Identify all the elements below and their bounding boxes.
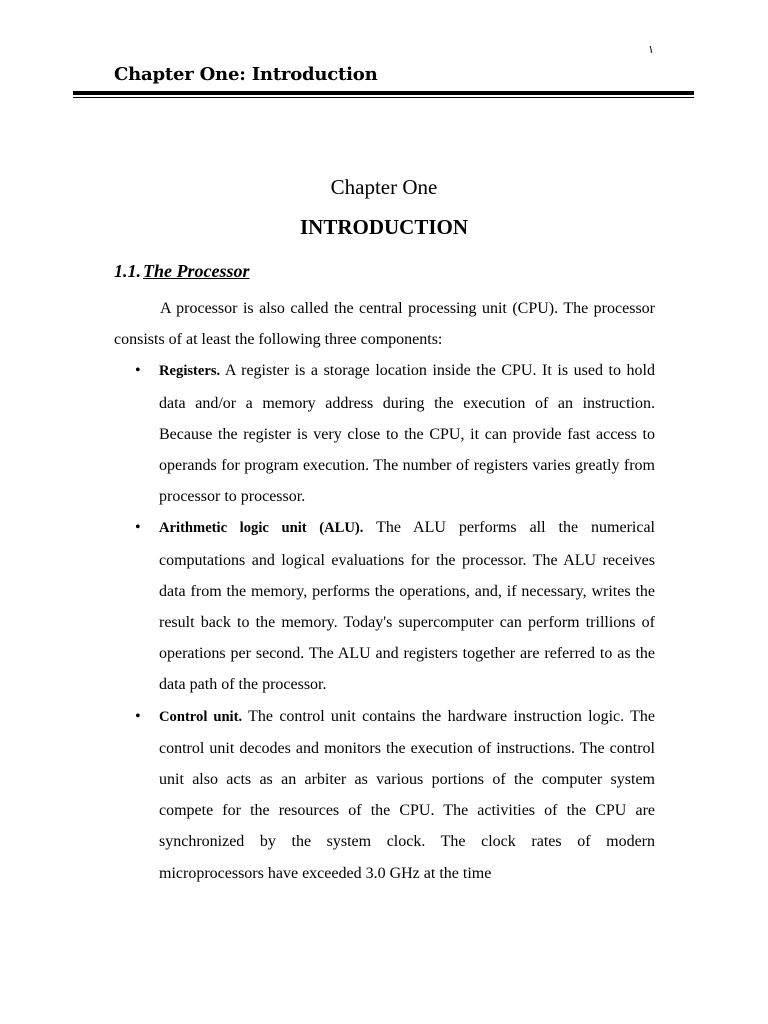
component-text: A register is a storage location inside the CPU. It is used to hold data and/or a memory address during the execution of an instruction. Because the register is very close to the CPU, it can provide fast access to operands for program execution. The number of registers varies greatly from processor to processor. — [159, 362, 655, 506]
component-term: Registers. — [159, 363, 221, 380]
list-item — [114, 701, 655, 889]
section-number: 1.1. — [114, 261, 141, 281]
chapter-label: Chapter One — [330, 175, 438, 199]
running-header: Chapter One: Introduction — [114, 64, 378, 85]
bullet-icon: • — [135, 519, 141, 537]
component-text: The ALU performs all the numerical computations and logical evaluations for the processor. The ALU receives data from the memory, performs the operations, and, if necessary, writes the result back to the memory. Today's supercomputer can perform trillions of operations per second. The ALU and registers together are referred to as the data path of the processor. — [159, 519, 656, 694]
component-list — [114, 355, 655, 888]
header-rule-thick — [73, 91, 694, 95]
component-text: The control unit contains the hardware instruction logic. The control unit decodes and monitors the execution of instructions. The control unit also acts as an arbiter as various portions of the computer system compete for the resources of the CPU. The activities of the CPU are synchronized by the system clock. The clock rates of modern microprocessors have exceeded 3.0 GHz at the time — [159, 707, 655, 882]
bullet-icon: • — [135, 707, 141, 725]
component-term: Control unit. — [159, 708, 243, 725]
body-text — [114, 293, 655, 889]
header-rule-thin — [73, 97, 694, 98]
chapter-title: INTRODUCTION — [299, 215, 469, 239]
section-heading — [114, 259, 250, 283]
component-term: Arithmetic logic unit (ALU). — [159, 520, 364, 537]
list-item — [114, 512, 655, 700]
intro-paragraph: A processor is also called the central processing unit (CPU). The processor consists of at least the following three components: — [114, 300, 655, 349]
bullet-icon: • — [135, 362, 141, 380]
list-item — [114, 355, 655, 512]
page-number: ١ — [648, 44, 654, 56]
section-title: The Processor — [143, 261, 250, 281]
